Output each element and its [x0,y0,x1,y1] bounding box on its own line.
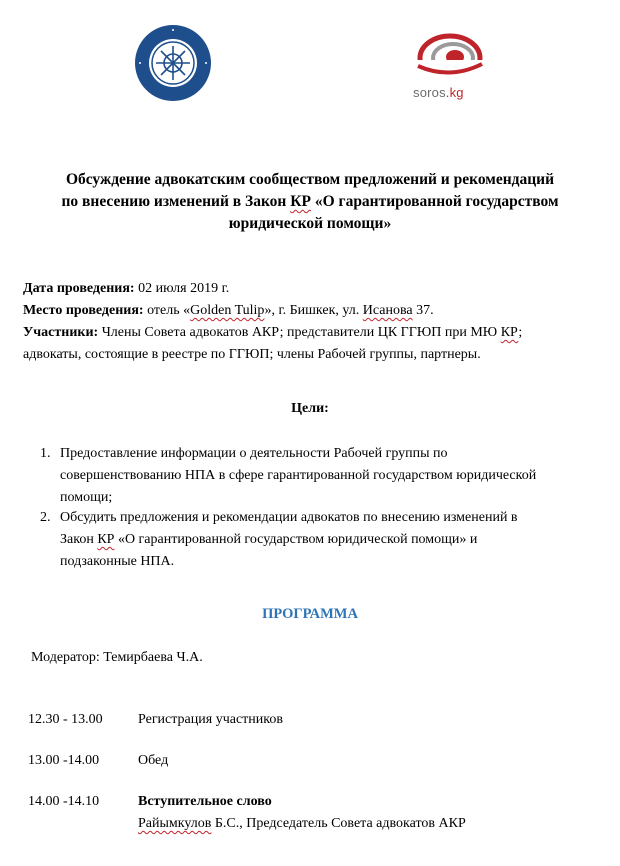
title-line-1: Обсуждение адвокатским сообществом предложений и рекомендаций [65,171,555,188]
goal-item-2: 2. Обсудить предложения и рекомендации адвокатов по внесению изменений в Закон КР «О гарантированной государством юридической помощи» и подзаконные НПА. [40,510,518,569]
moderator-line: Модератор: Темирбаева Ч.А. [31,650,203,665]
date-row: Дата проведения: 02 июля 2019 г. [23,281,230,296]
program-row [28,750,169,772]
advocacy-seal-logo [134,24,212,102]
program-row [28,791,466,831]
participants-row: Участники: Члены Совета адвокатов АКР; представители ЦК ГГЮП при МЮ КР; [23,325,523,340]
goal-item-1: 1. Предоставление информации о деятельности Рабочей группы по совершенствованию НПА в сфере гарантированной государством юридической помощи; [40,446,537,505]
place-row: Место проведения: отель «Golden Tulip», г. Бишкек, ул. Исанова 37. [23,303,434,318]
soros-kg-wordmark: soros.kg [413,85,464,100]
title-line-3: юридической помощи» [228,215,392,232]
title-line-2: по внесению изменений в Закон КР «О гарантированной государством [61,193,559,210]
program-speaker: Райымкулов Б.С., Председатель Совета адвокатов АКР [138,816,466,831]
goals-heading: Цели: [291,401,329,416]
program-time: 12.30 - 13.00 [28,712,103,727]
program-row [28,709,283,731]
program-time: 13.00 -14.00 [28,753,100,768]
participants-row-2: адвокаты, состоящие в реестре по ГГЮП; члены Рабочей группы, партнеры. [23,347,481,362]
program-time: 14.00 -14.10 [28,794,100,809]
program-desc: Обед [138,753,169,768]
document-title [0,169,620,235]
program-desc: Вступительное слово [138,794,272,809]
program-heading: ПРОГРАММА [262,606,358,622]
program-desc: Регистрация участников [138,712,283,727]
event-info [23,278,603,366]
